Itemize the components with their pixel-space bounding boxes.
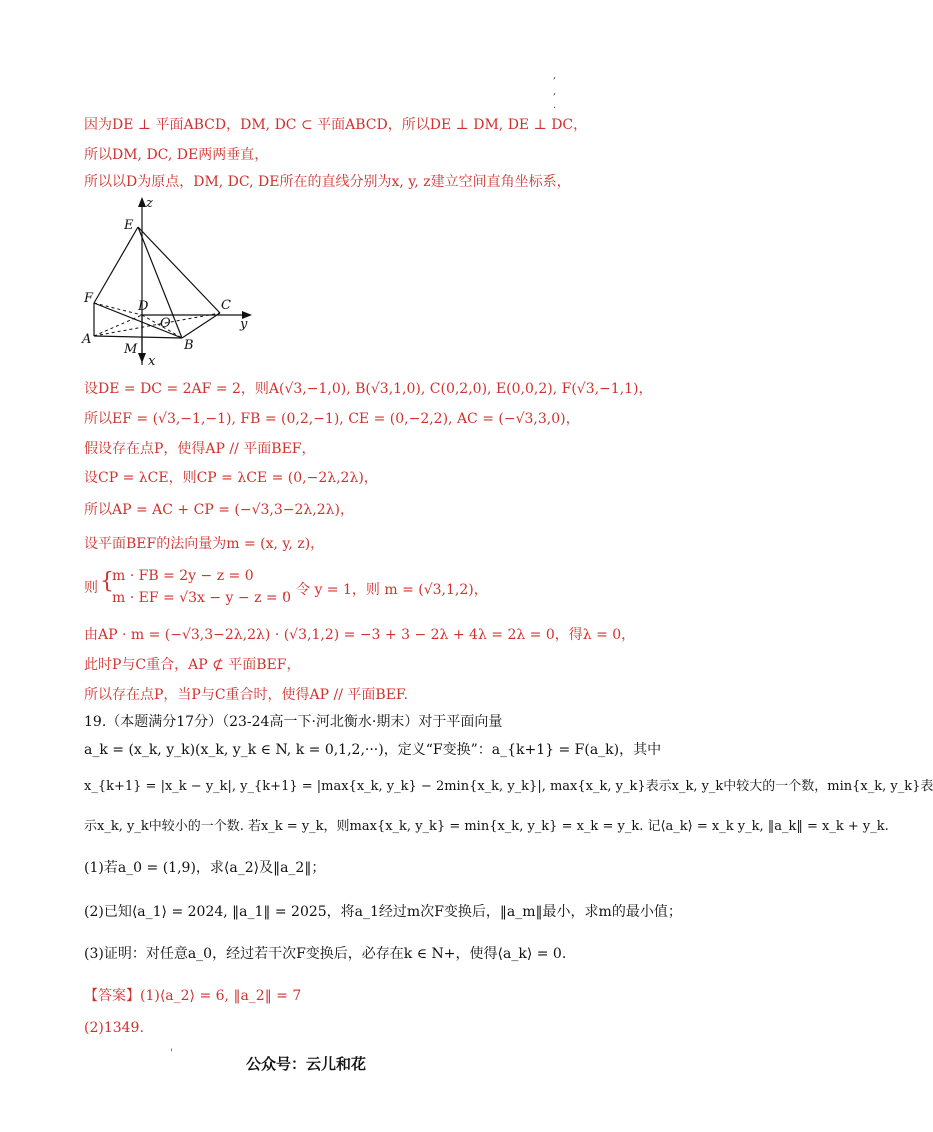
small-mark: ' xyxy=(170,1048,173,1059)
geometry-figure xyxy=(80,195,280,370)
answer-1: (1)⟨a_2⟩ = 6, ‖a_2‖ = 7 xyxy=(140,988,302,1004)
problem-def3: 示x_k, y_k中较小的一个数. 若x_k = y_k，则max{x_k, y_k} = min{x_k, y_k} = x_k = y_k. 记⟨a_k⟩ = x_k y_k, ‖a_k‖ = x_k + y_k. xyxy=(84,819,889,834)
margin-mark: , xyxy=(553,70,557,81)
coord-line-1: 设DE = DC = 2AF = 2，则A(√3,−1,0), B(√3,1,0), C(0,2,0), E(0,0,2), F(√3,−1,1)， xyxy=(84,381,653,397)
problem-q3: (3)证明：对任意a_0，经过若干次F变换后，必存在k ∈ N+，使得⟨a_k⟩ = 0. xyxy=(84,946,567,962)
edge-EC xyxy=(138,227,220,313)
edge-AC-dashed xyxy=(94,313,220,336)
problem-def1: a_k = (x_k, y_k)(x_k, y_k ∈ N, k = 0,1,2,···)，定义“F变换”：a_{k+1} = F(a_k)，其中 xyxy=(84,742,662,758)
coord-line-3: 假设存在点P，使得AP // 平面BEF， xyxy=(84,441,316,457)
label-A: A xyxy=(82,332,92,347)
solution-line-3: 所以以D为原点，DM, DC, DE所在的直线分别为x, y, z建立空间直角坐标系， xyxy=(84,174,571,190)
conclusion-line-1: 由AP · m = (−√3,3−2λ,2λ) · (√3,1,2) = −3 + 3 − 2λ + 4λ = 2λ = 0，得λ = 0， xyxy=(84,627,636,643)
problem-q2: (2)已知⟨a_1⟩ = 2024, ‖a_1‖ = 2025，将a_1经过m次F变换后，‖a_m‖最小，求m的最小值； xyxy=(84,904,682,920)
conclusion-line-3: 所以存在点P，当P与C重合时，使得AP // 平面BEF. xyxy=(84,687,408,703)
edge-AD-dashed xyxy=(94,315,142,336)
solution-line-2: 所以DM, DC, DE两两垂直， xyxy=(84,147,269,163)
margin-mark: , xyxy=(553,86,557,97)
system-mid: ，令 y = 1，则 m = (√3,1,2)， xyxy=(282,582,488,598)
label-E: E xyxy=(124,218,134,233)
system-brace: { xyxy=(100,569,114,594)
label-F: F xyxy=(84,291,94,306)
system-prefix: 则 xyxy=(84,580,98,596)
footer-text: 公众号：云儿和花 xyxy=(246,1055,367,1073)
x-axis-arrow xyxy=(138,353,146,363)
coord-line-6: 设平面BEF的法向量为m = (x, y, z)， xyxy=(84,536,325,552)
label-O: O xyxy=(160,316,171,331)
label-C: C xyxy=(221,298,231,313)
label-B: B xyxy=(184,338,194,353)
problem-def2: x_{k+1} = |x_k − y_k|, y_{k+1} = |max{x_k, y_k} − 2min{x_k, y_k}|, max{x_k, y_k}表示x_k, y_k中较大的一个数，min{x_k, y_k}表 xyxy=(84,779,933,794)
label-x: x xyxy=(148,354,156,369)
coord-line-4: 设CP = λCE，则CP = λCE = (0,−2λ,2λ)， xyxy=(84,470,378,486)
answer-label: 【答案】 xyxy=(84,988,140,1004)
solution-line-1: 因为DE ⊥ 平面ABCD，DM, DC ⊂ 平面ABCD，所以DE ⊥ DM, DE ⊥ DC， xyxy=(84,117,588,133)
label-D: D xyxy=(138,299,149,314)
answer-2: (2)1349. xyxy=(84,1020,144,1036)
coord-line-2: 所以EF = (√3,−1,−1), FB = (0,2,−1), CE = (0,−2,2), AC = (−√3,3,0)， xyxy=(84,411,580,427)
z-axis-arrow xyxy=(138,197,146,207)
margin-mark: . xyxy=(553,100,557,111)
answer-line-1 xyxy=(84,986,301,1006)
coord-line-5: 所以AP = AC + CP = (−√3,3−2λ,2λ)， xyxy=(84,502,354,518)
problem-q1: (1)若a_0 = (1,9)，求⟨a_2⟩及‖a_2‖； xyxy=(84,860,326,876)
system-eq2: m · EF = √3x − y − z = 0 xyxy=(112,590,291,606)
label-z: z xyxy=(146,196,153,211)
edge-FD-dashed xyxy=(94,303,142,315)
label-M: M xyxy=(124,342,138,357)
conclusion-line-2: 此时P与C重合，AP ⊄ 平面BEF， xyxy=(84,657,301,673)
edge-EF xyxy=(94,227,138,303)
label-y: y xyxy=(240,317,248,332)
problem-header: 19.（本题满分17分）（23-24高一下·河北衡水·期末）对于平面向量 xyxy=(84,714,503,730)
system-eq1: m · FB = 2y − z = 0 xyxy=(112,568,254,584)
edge-AB xyxy=(94,336,182,338)
